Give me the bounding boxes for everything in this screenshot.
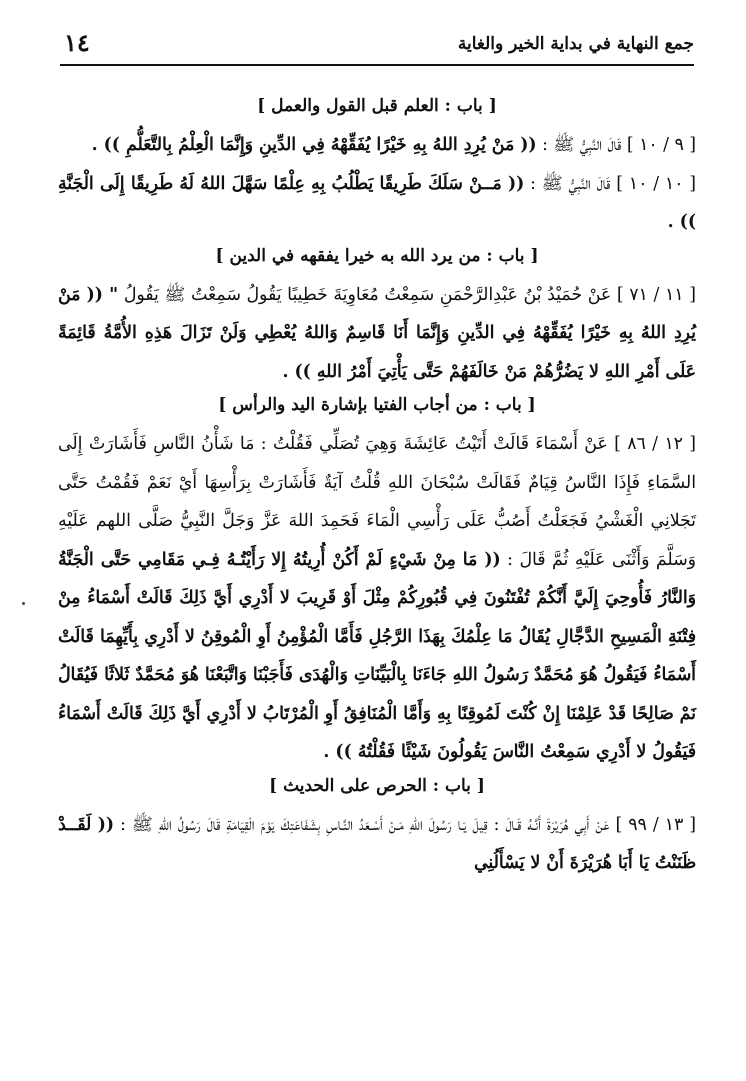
page-body (58, 92, 696, 883)
chapter-heading: [ باب : العلم قبل القول والعمل ] (257, 96, 497, 116)
hadith-text: (( مَنْ يُرِدِ اللهُ بِهِ خَيْرًا يُفَقِّهْهُ فِي الدِّينِ وَإِنَّمَا الْعِلْمُ بِالتَّعَلُّمِ )) . (91, 135, 537, 155)
page-header (60, 26, 694, 66)
hadith-text: (( مَا مِنْ شَيْءٍ لَمْ أَكُنْ أُرِيتُهُ إِلا رَأَيْتُـهُ فِـي مَقَامِي حَتَّى الْجَنَّةُ وَالنَّارُ فَأُوحِيَ إِلَيَّ أَنَّكُمْ تُفْتَنُونَ فِي قُبُورِكُمْ مِثْلَ أَوْ قَرِيبَ لا أَدْرِي أَيَّ ذَلِكَ قَالَتْ أَسْمَاءُ مِنْ فِتْنَةِ الْمَسِيحِ الدَّجَّالِ يُقَالُ مَا عِلْمُكَ بِهَذَا الرَّجُلِ فَأَمَّا الْمُؤْمِنُ أَوِ الْمُوقِنُ لا أَدْرِي بِأَيِّهِمَا قَالَتْ أَسْمَاءُ فَيَقُولُ هُوَ مُحَمَّدٌ رَسُولُ اللهِ جَاءَنَا بِالْبَيِّنَاتِ وَالْهُدَى فَأَجَبْنَا وَاتَّبَعْنَا هُوَ مُحَمَّدٌ ثَلاثًا فَيُقَالُ نَمْ صَالِحًا قَدْ عَلِمْنَا إِنْ كُنْتَ لَمُوقِنًا بِهِ وَأَمَّا الْمُنَافِقُ أَوِ الْمُرْتَابُ لا أَدْرِي أَيَّ ذَلِكَ قَالَتْ أَسْمَاءُ فَيَقُولُ لا أَدْرِي سَمِعْتُ النَّاسَ يَقُولُونَ شَيْئًا فَقُلْتُهُ )) . (58, 549, 696, 762)
hadith-paragraph (58, 165, 696, 242)
chapter-heading: [ باب : من أجاب الفتيا بإشارة اليد والرأس ] (218, 395, 536, 415)
page-number: ١٤ (64, 28, 90, 57)
hadith-text: (( لَقَــدْ ظَنَنْتُ يَا أَبَا هُرَيْرَةَ أَنْ لا يَسْأَلُنِي (58, 814, 696, 873)
hadith-paragraph (58, 425, 696, 772)
scan-dot (22, 602, 25, 605)
hadith-reference: [ ١٢ / ٨٦ ] (614, 434, 696, 454)
hadith-text: " (( مَنْ يُرِدِ اللهُ بِهِ خَيْرًا يُفَقِّهْهُ فِي الدِّينِ وَإِنَّمَا أَنَا قَاسِمٌ وَاللهُ يُعْطِي وَلَنْ تَزَالَ هَذِهِ الأُمَّةُ قَائِمَةً عَلَى أَمْرِ اللهِ لا يَضُرُّهُمْ مَنْ خَالَفَهُمْ حَتَّى يَأْتِيَ أَمْرُ اللهِ )) . (58, 284, 696, 382)
chapter-heading: [ باب : من يرد الله به خيرا يفقهه في الدين ] (215, 245, 539, 266)
hadith-intro: عَنْ أَسْمَاءَ قَالَتْ أَتَيْتُ عَائِشَةَ وَهِيَ تُصَلِّي فَقُلْتُ : مَا شَأْنُ النَّاسِ فَأَشَارَتْ إِلَى السَّمَاءِ فَإِذَا النَّاسُ قِيَامٌ فَقَالَتْ سُبْحَانَ اللهِ قُلْتُ آيَةٌ فَأَشَارَتْ بِرَأْسِهَا أَيْ نَعَمْ فَقُمْتُ حَتَّى تَجَلانِي الْغَشْيُ فَجَعَلْتُ أَصُبُّ عَلَى رَأْسِي الْمَاءَ فَحَمِدَ اللهَ عَزَّ وَجَلَّ النَّبِيُّ صَلَّى اللهم عَلَيْهِ وَسَلَّمَ وَأَثْنَى عَلَيْهِ ثُمَّ قَالَ : (58, 434, 696, 570)
hadith-paragraph (58, 126, 696, 165)
hadith-paragraph (58, 276, 696, 392)
hadith-reference: [ ٩ / ١٠ ] (626, 135, 696, 155)
running-title: جمع النهاية في بداية الخير والغاية (457, 34, 694, 54)
hadith-reference: [ ١٠ / ١٠ ] (616, 173, 696, 194)
hadith-intro: عَنْ حُمَيْدُ بْنُ عَبْدِالرَّحْمَنِ سَمِعْتُ مُعَاوِيَةَ خَطِيبًا يَقُولُ سَمِعْتُ ﷺ يَقُولُ (123, 284, 612, 305)
hadith-text: (( مَــنْ سَلَكَ طَرِيقًا يَطْلُبُ بِهِ عِلْمًا سَهَّلَ اللهُ لَهُ طَرِيقًا إِلَى الْجَنَّةِ )) . (58, 173, 696, 232)
hadith-intro: قَالَ النَّبِيُّ ﷺ : (530, 173, 611, 194)
hadith-reference: [ ١٣ / ٩٩ ] (615, 814, 696, 835)
hadith-intro: قَالَ النَّبِيُّ ﷺ : (542, 135, 622, 155)
chapter-heading: [ باب : الحرص على الحديث ] (269, 775, 485, 796)
hadith-paragraph (58, 806, 696, 883)
hadith-intro: عَنْ أَبِي هُرَيْرَةَ أَنَّـهُ قَـالَ : قِيلَ يَـا رَسُولَ اللهِ مَـنْ أَسْـعَدُ النَّـاسِ بِشَفَاعَتِكَ يَوْمَ الْقِيَامَةِ قَالَ رَسُولُ اللهِ ﷺ : (120, 814, 610, 835)
hadith-reference: [ ١١ / ٧١ ] (616, 284, 696, 305)
